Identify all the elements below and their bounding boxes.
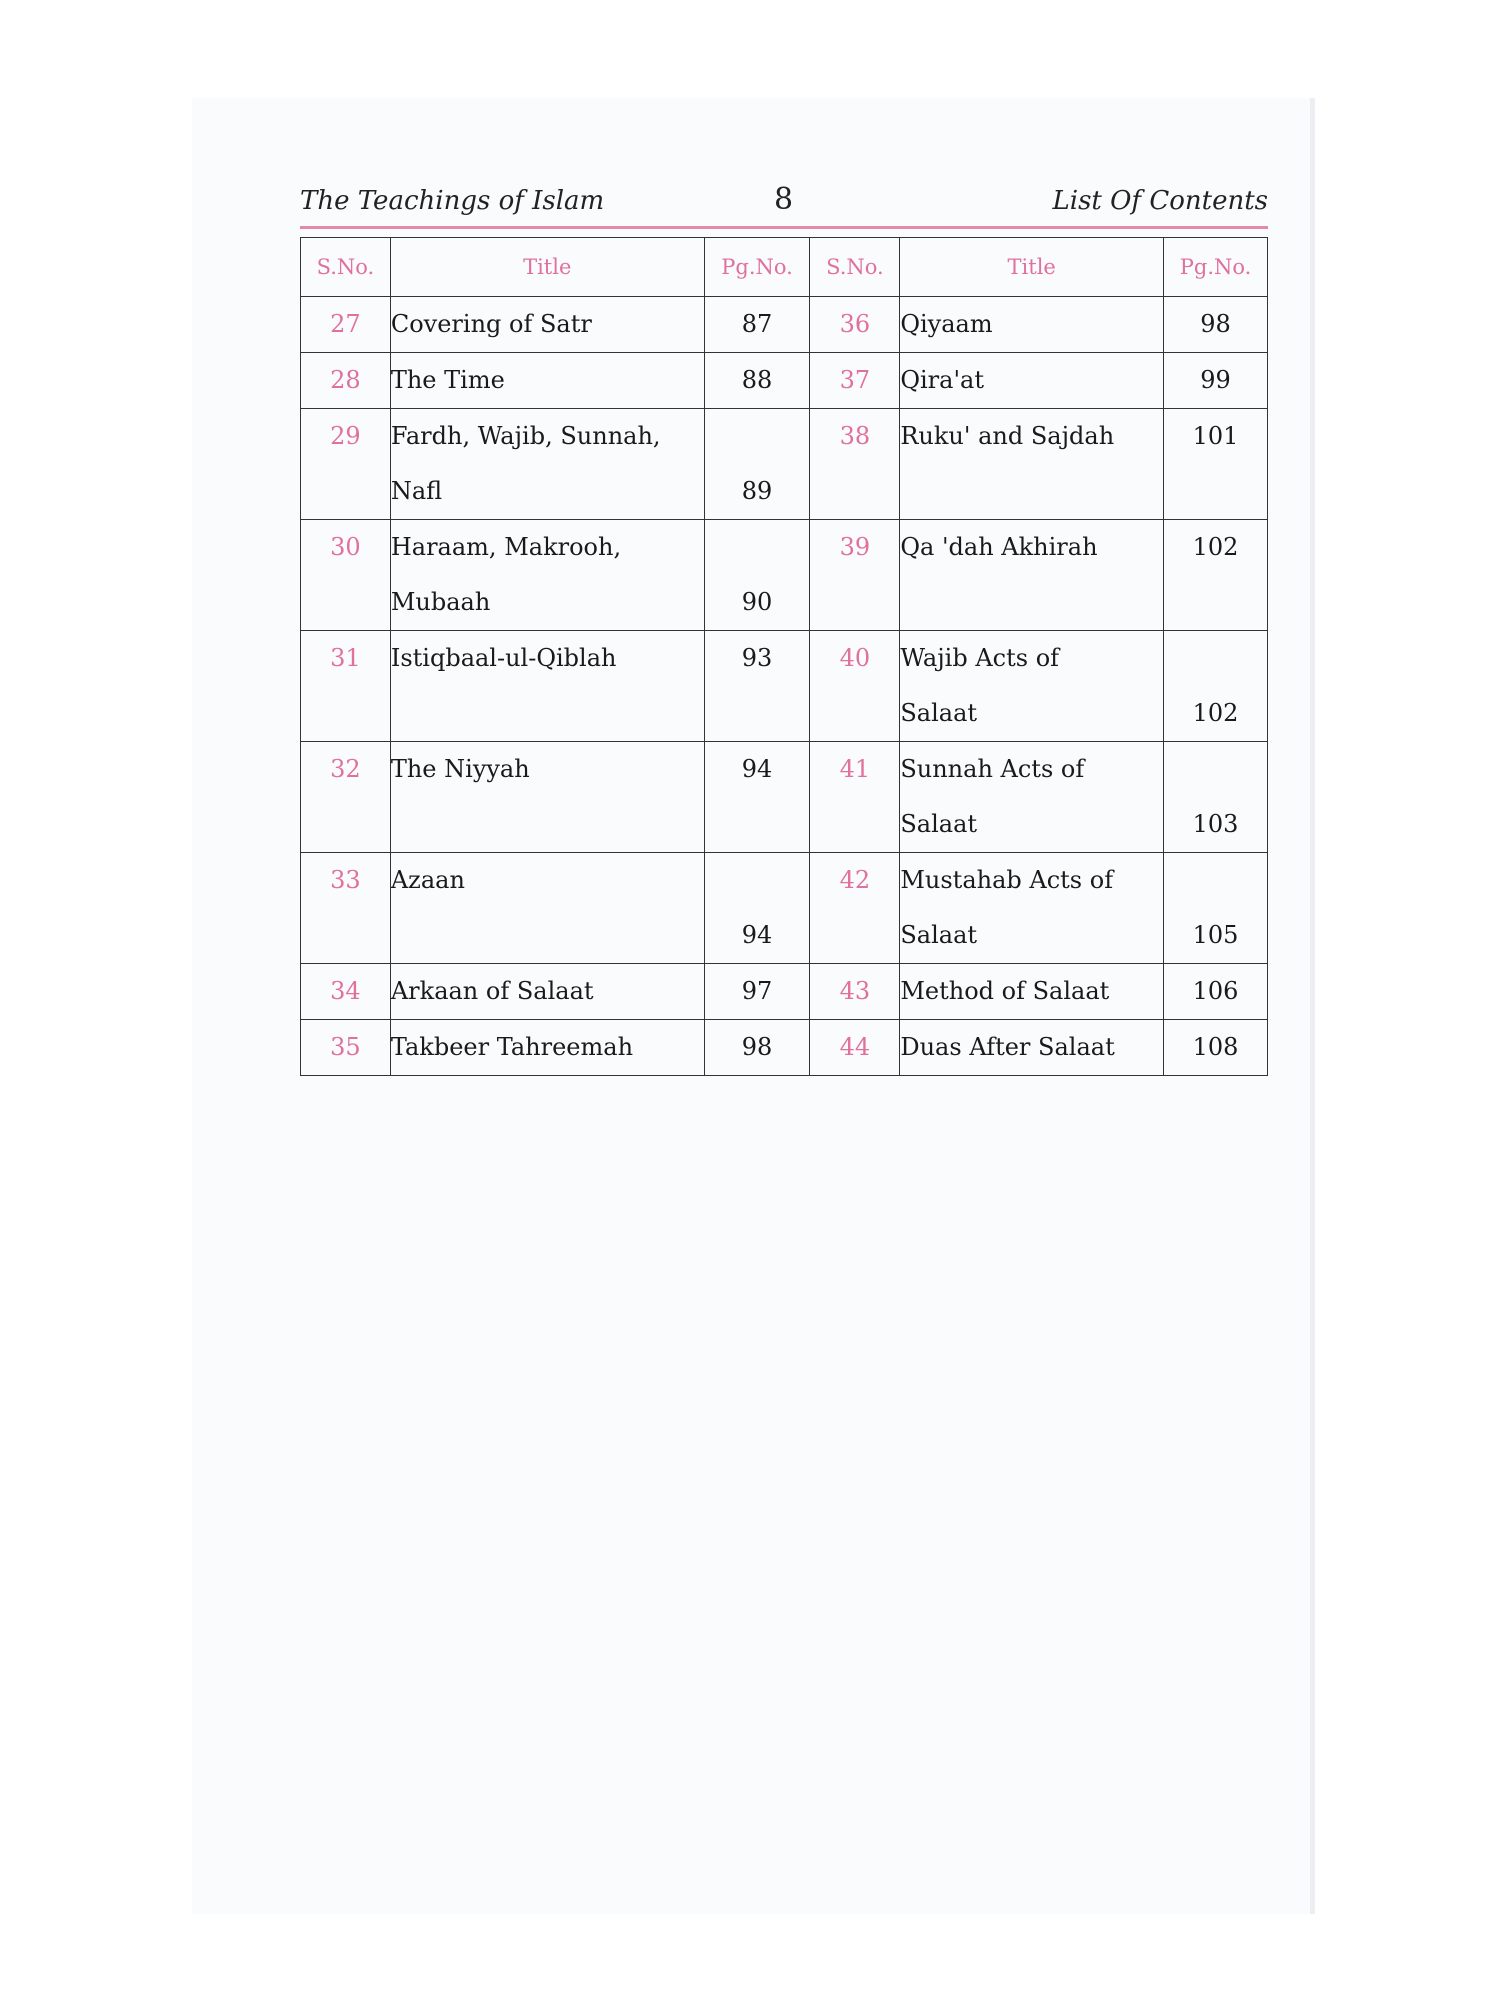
entry-page-number <box>704 409 810 520</box>
entry-number-text: 27 <box>330 310 361 338</box>
entry-title-line: The Niyyah <box>390 755 530 783</box>
entry-page-number <box>704 742 810 853</box>
entry-title-line: Wajib Acts of <box>900 644 1060 672</box>
entry-title-line: Method of Salaat <box>900 977 1110 1005</box>
entry-page-number <box>704 1020 810 1076</box>
entry-page-number <box>1164 742 1268 853</box>
entry-title-line: Ruku' and Sajdah <box>900 422 1115 450</box>
header-rule <box>300 226 1268 229</box>
entry-page-number <box>1164 520 1268 631</box>
entry-number-text: 40 <box>839 644 871 672</box>
entry-number-text: 28 <box>330 366 361 394</box>
entry-title-line <box>391 797 704 852</box>
entry-page-number-line: 97 <box>741 977 773 1005</box>
entry-number <box>301 409 391 520</box>
entry-title <box>390 631 704 742</box>
entry-page-number-line: 102 <box>1192 699 1239 727</box>
entry-title-line: Qira'at <box>900 366 985 394</box>
entry-title <box>900 742 1164 853</box>
entry-page-number <box>1164 964 1268 1020</box>
entry-page-number-line: 87 <box>741 310 773 338</box>
entry-title-line: Nafl <box>390 477 443 505</box>
entry-title-line: Haraam, Makrooh, <box>390 533 622 561</box>
entry-number-text: 30 <box>330 533 361 561</box>
entry-page-number-line: 101 <box>1192 422 1239 450</box>
entry-title <box>900 409 1164 520</box>
entry-page-number-line <box>705 409 810 464</box>
entry-number-text: 36 <box>839 310 871 338</box>
entry-page-number-line: 94 <box>741 755 773 783</box>
contents-table-body <box>301 297 1268 1076</box>
entry-title <box>390 1020 704 1076</box>
entry-title-line: Fardh, Wajib, Sunnah, <box>390 422 661 450</box>
entry-page-number-line: 89 <box>741 477 773 505</box>
entry-number-text: 43 <box>839 977 871 1005</box>
entry-title <box>390 520 704 631</box>
page-number: 8 <box>774 182 794 217</box>
section-title: List Of Contents <box>1052 186 1268 216</box>
table-row <box>301 353 1268 409</box>
entry-title <box>390 353 704 409</box>
entry-number-text: 42 <box>839 866 871 894</box>
entry-title-line: Salaat <box>900 921 978 949</box>
entry-number-text: 33 <box>330 866 361 894</box>
entry-number-text: 37 <box>839 366 871 394</box>
entry-page-number-line: 93 <box>741 644 773 672</box>
table-row <box>301 1020 1268 1076</box>
entry-title-line <box>391 908 704 963</box>
entry-title-line: Mubaah <box>390 588 491 616</box>
entry-number <box>301 1020 391 1076</box>
entry-number <box>810 409 900 520</box>
entry-number <box>301 964 391 1020</box>
entry-page-number-line <box>705 797 810 852</box>
entry-page-number-line <box>1164 575 1267 630</box>
entry-page-number <box>704 520 810 631</box>
entry-page-number <box>704 297 810 353</box>
entry-number <box>301 742 391 853</box>
entry-title <box>900 353 1164 409</box>
entry-title <box>900 853 1164 964</box>
entry-title-line: Qiyaam <box>900 310 993 338</box>
entry-page-number-line: 88 <box>741 366 773 394</box>
entry-number-text: 41 <box>839 755 871 783</box>
page-header <box>300 182 1268 226</box>
entry-page-number-line: 105 <box>1192 921 1239 949</box>
entry-number <box>810 742 900 853</box>
entry-title-line: Azaan <box>390 866 465 894</box>
entry-title-line: Salaat <box>900 699 978 727</box>
entry-page-number-line: 102 <box>1192 533 1239 561</box>
table-row <box>301 631 1268 742</box>
entry-title <box>390 409 704 520</box>
column-header-sno: S.No. <box>810 238 900 297</box>
entry-number-text: 38 <box>839 422 871 450</box>
entry-page-number-line <box>705 520 810 575</box>
entry-title <box>390 742 704 853</box>
entry-page-number-line <box>1164 742 1267 797</box>
entry-page-number <box>704 353 810 409</box>
entry-title-line: Salaat <box>900 810 978 838</box>
entry-page-number-line: 106 <box>1192 977 1239 1005</box>
entry-number <box>810 353 900 409</box>
entry-title <box>390 853 704 964</box>
entry-title-line: Takbeer Tahreemah <box>390 1033 634 1061</box>
table-row <box>301 964 1268 1020</box>
entry-page-number-line: 98 <box>1200 310 1231 338</box>
entry-title-line <box>900 464 1163 519</box>
entry-page-number-line: 108 <box>1192 1033 1239 1061</box>
entry-page-number <box>704 853 810 964</box>
table-header-row <box>301 238 1268 297</box>
entry-number <box>301 853 391 964</box>
entry-page-number-line <box>1164 631 1267 686</box>
entry-page-number <box>1164 1020 1268 1076</box>
entry-title-line <box>900 575 1163 630</box>
entry-number <box>810 297 900 353</box>
column-header-title: Title <box>900 238 1164 297</box>
entry-number <box>810 853 900 964</box>
entry-page-number <box>1164 409 1268 520</box>
entry-number <box>810 631 900 742</box>
entry-title <box>900 297 1164 353</box>
entry-number-text: 44 <box>839 1033 871 1061</box>
entry-title <box>900 964 1164 1020</box>
entry-page-number <box>1164 297 1268 353</box>
entry-number <box>810 520 900 631</box>
table-row <box>301 742 1268 853</box>
entry-page-number-line: 94 <box>741 921 773 949</box>
entry-page-number-line <box>1164 464 1267 519</box>
entry-page-number-line <box>705 686 810 741</box>
column-header-sno: S.No. <box>301 238 391 297</box>
entry-page-number-line <box>705 853 810 908</box>
entry-number-text: 32 <box>330 755 361 783</box>
table-row <box>301 853 1268 964</box>
entry-page-number-line <box>1164 853 1267 908</box>
entry-title <box>390 297 704 353</box>
column-header-page: Pg.No. <box>1164 238 1268 297</box>
column-header-title: Title <box>390 238 704 297</box>
entry-page-number-line: 99 <box>1200 366 1231 394</box>
entry-number <box>301 631 391 742</box>
entry-page-number <box>704 964 810 1020</box>
table-row <box>301 409 1268 520</box>
entry-title-line: Istiqbaal-ul-Qiblah <box>390 644 617 672</box>
entry-title <box>390 964 704 1020</box>
entry-number <box>301 353 391 409</box>
entry-page-number-line: 103 <box>1192 810 1239 838</box>
contents-table <box>300 237 1268 1076</box>
entry-title <box>900 631 1164 742</box>
column-header-page: Pg.No. <box>704 238 810 297</box>
entry-title-line: Sunnah Acts of <box>900 755 1085 783</box>
entry-number <box>301 520 391 631</box>
entry-title-line <box>391 686 704 741</box>
entry-title <box>900 520 1164 631</box>
entry-number-text: 29 <box>330 422 361 450</box>
entry-title-line: Arkaan of Salaat <box>390 977 594 1005</box>
entry-number <box>810 964 900 1020</box>
entry-title-line: Qa 'dah Akhirah <box>900 533 1098 561</box>
entry-title-line: Mustahab Acts of <box>900 866 1114 894</box>
entry-title-line: Duas After Salaat <box>900 1033 1115 1061</box>
entry-title <box>900 1020 1164 1076</box>
entry-page-number <box>704 631 810 742</box>
entry-page-number-line: 98 <box>741 1033 773 1061</box>
entry-number <box>810 1020 900 1076</box>
table-row <box>301 520 1268 631</box>
entry-number-text: 34 <box>330 977 361 1005</box>
book-title: The Teachings of Islam <box>300 186 605 216</box>
entry-title-line: Covering of Satr <box>390 310 592 338</box>
entry-page-number <box>1164 631 1268 742</box>
entry-number-text: 35 <box>330 1033 361 1061</box>
entry-title-line: The Time <box>390 366 505 394</box>
entry-page-number <box>1164 353 1268 409</box>
entry-number-text: 39 <box>839 533 871 561</box>
entry-page-number <box>1164 853 1268 964</box>
table-row <box>301 297 1268 353</box>
entry-number <box>301 297 391 353</box>
entry-number-text: 31 <box>330 644 361 672</box>
entry-page-number-line: 90 <box>741 588 773 616</box>
